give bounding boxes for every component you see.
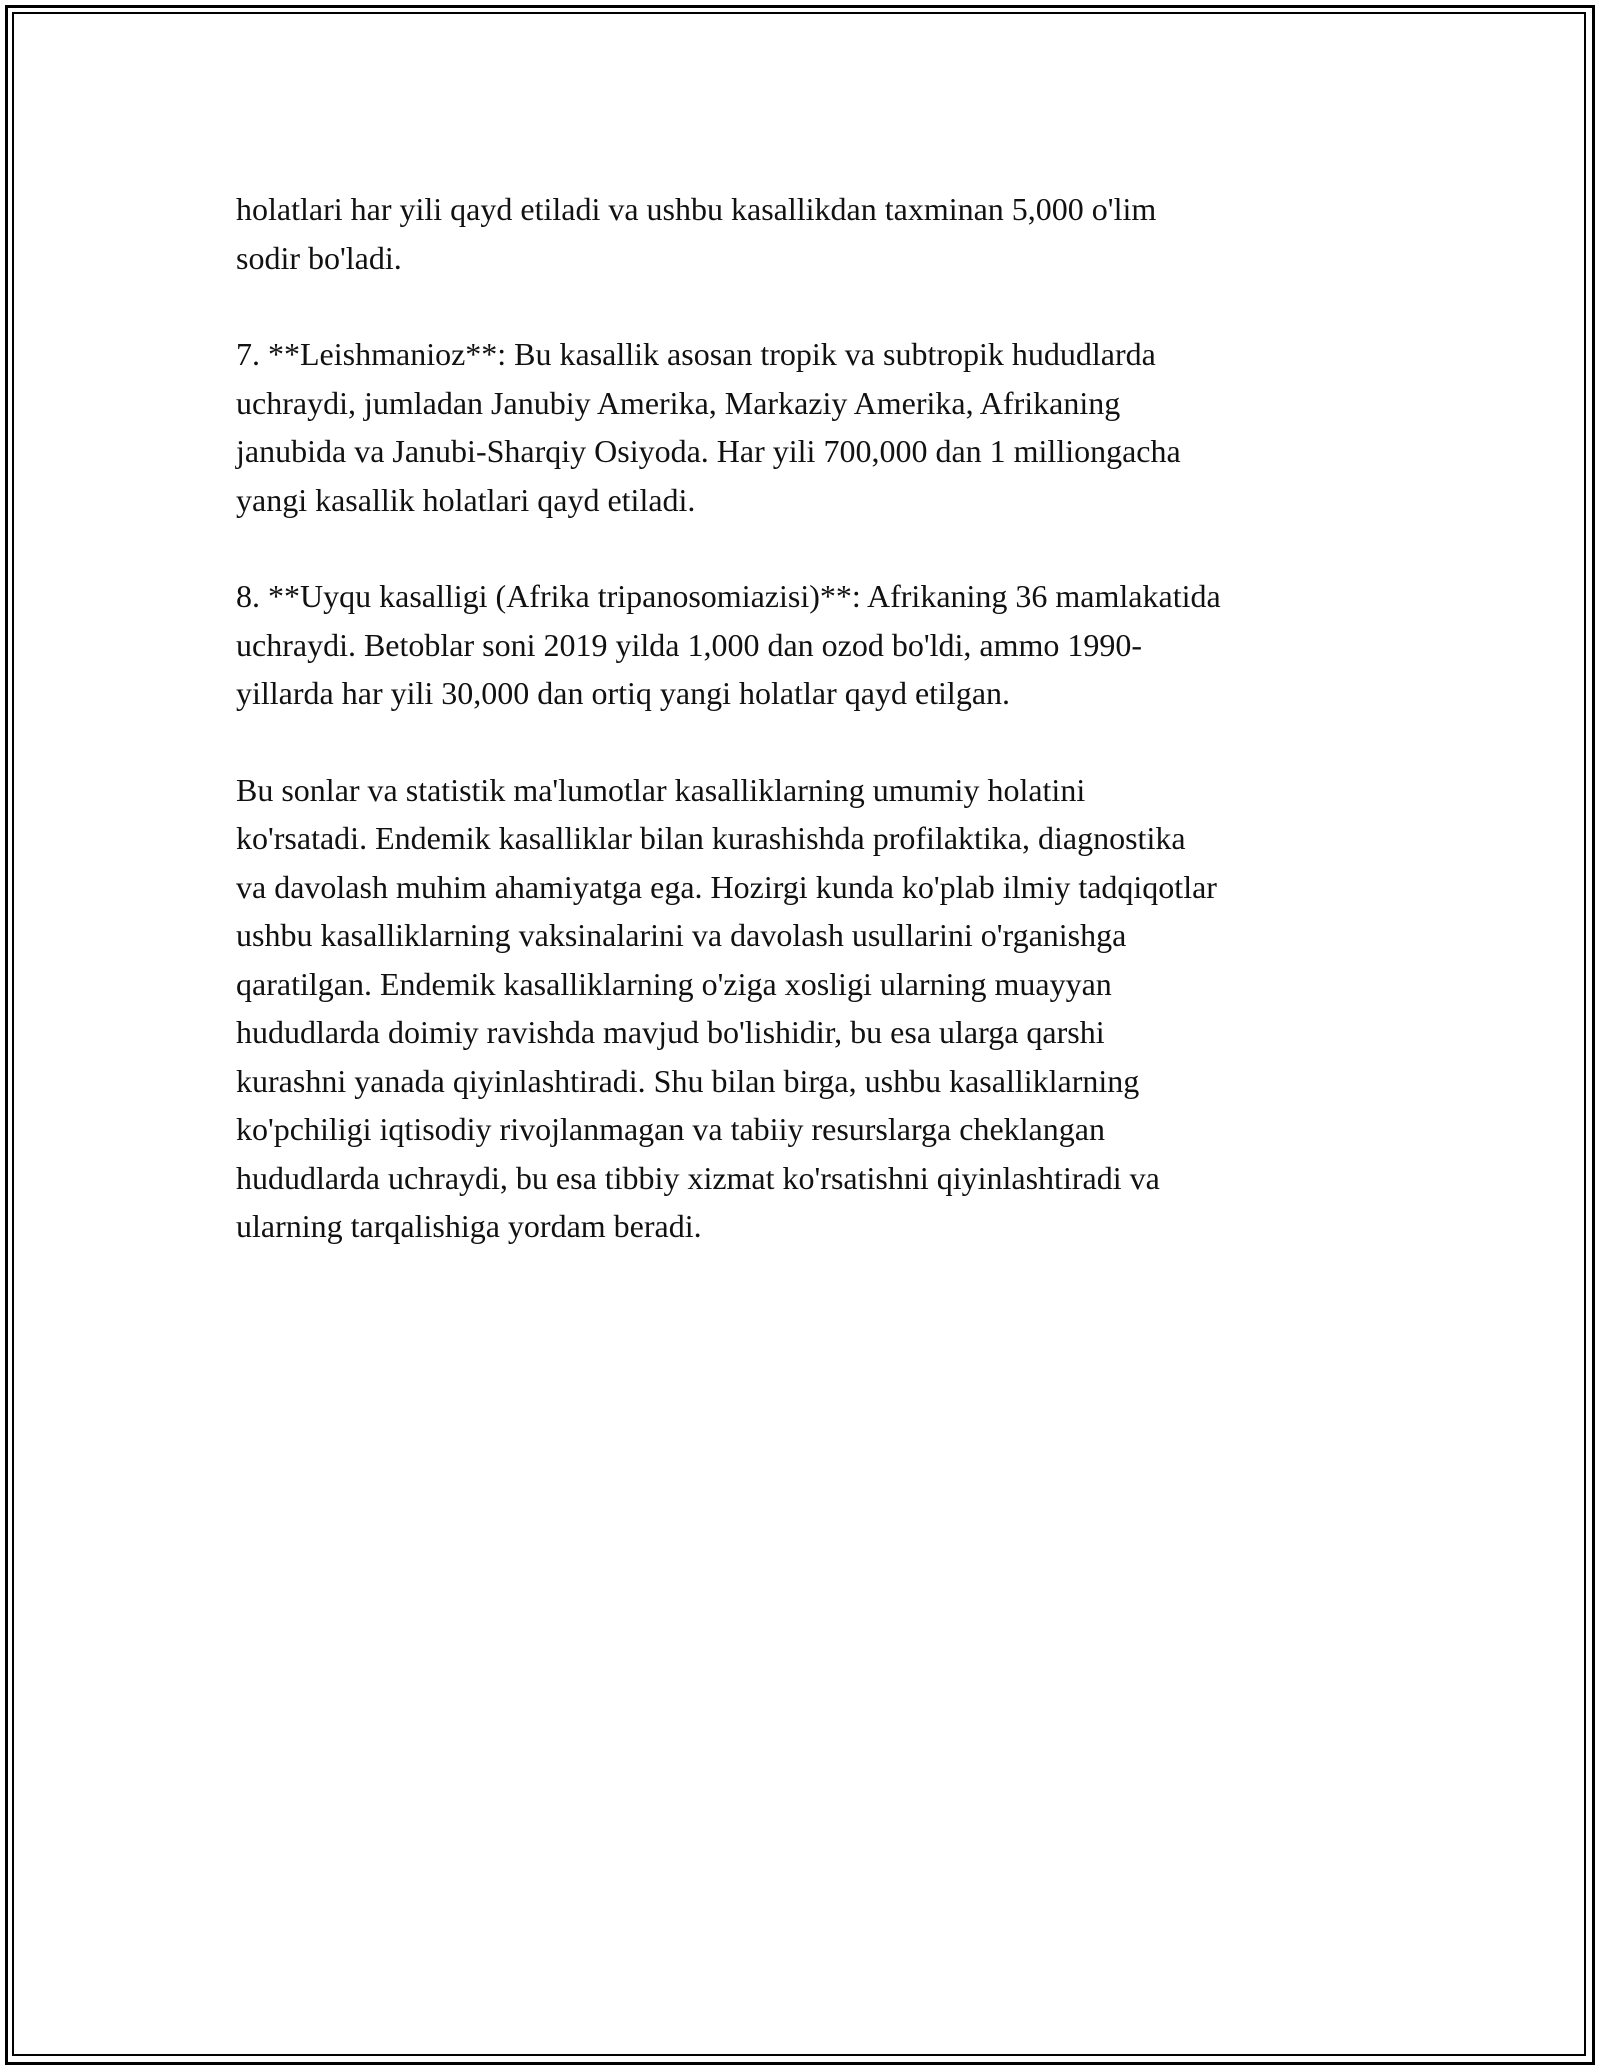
text-line: ularning tarqalishiga yordam beradi. xyxy=(236,1208,702,1244)
text-line: uchraydi. Betoblar soni 2019 yilda 1,000 dan ozod bo'ldi, ammo 1990- xyxy=(236,626,1143,663)
text-line: kurashni yanada qiyinlashtiradi. Shu bilan birga, ushbu kasalliklarning xyxy=(236,1062,1140,1099)
text-line: janubida va Janubi-Sharqiy Osiyoda. Har yili 700,000 dan 1 milliongacha xyxy=(236,433,1181,469)
text-line: qaratilgan. Endemik kasalliklarning o'ziga xosligi ularning muayyan xyxy=(236,965,1112,1002)
paragraph-leishmanioz xyxy=(236,330,1376,524)
text-line: Bu sonlar va statistik ma'lumotlar kasalliklarning umumiy holatini xyxy=(236,771,1086,808)
text-line: 8. **Uyqu kasalligi (Afrika tripanosomiazisi)**: Afrikaning 36 mamlakatida xyxy=(236,578,1221,614)
paragraph-continuation xyxy=(236,185,1376,282)
text-line: yangi kasallik holatlari qayd etiladi. xyxy=(236,481,696,518)
text-line: sodir bo'ladi. xyxy=(236,239,402,276)
paragraph-uyqu-kasalligi xyxy=(236,572,1376,718)
text-line: hududlarda uchraydi, bu esa tibbiy xizmat ko'rsatishni qiyinlashtiradi va xyxy=(236,1159,1160,1196)
text-line: ushbu kasalliklarning vaksinalarini va davolash usullarini o'rganishga xyxy=(236,917,1127,953)
text-line: uchraydi, jumladan Janubiy Amerika, Markaziy Amerika, Afrikaning xyxy=(236,384,1121,421)
text-line: hududlarda doimiy ravishda mavjud bo'lishidir, bu esa ularga qarshi xyxy=(236,1014,1105,1050)
text-line: 7. **Leishmanioz**: Bu kasallik asosan tropik va subtropik hududlarda xyxy=(236,336,1156,372)
text-line: holatlari har yili qayd etiladi va ushbu kasallikdan taxminan 5,000 o'lim xyxy=(236,191,1157,227)
paragraph-summary xyxy=(236,766,1376,1251)
text-line: ko'pchiligi iqtisodiy rivojlanmagan va tabiiy resurslarga cheklangan xyxy=(236,1111,1105,1147)
text-line: va davolash muhim ahamiyatga ega. Hozirgi kunda ko'plab ilmiy tadqiqotlar xyxy=(236,868,1217,905)
text-line: ko'rsatadi. Endemik kasalliklar bilan kurashishda profilaktika, diagnostika xyxy=(236,820,1186,856)
text-line: yillarda har yili 30,000 dan ortiq yangi holatlar qayd etilgan. xyxy=(236,675,1011,711)
document-body xyxy=(236,185,1376,1299)
